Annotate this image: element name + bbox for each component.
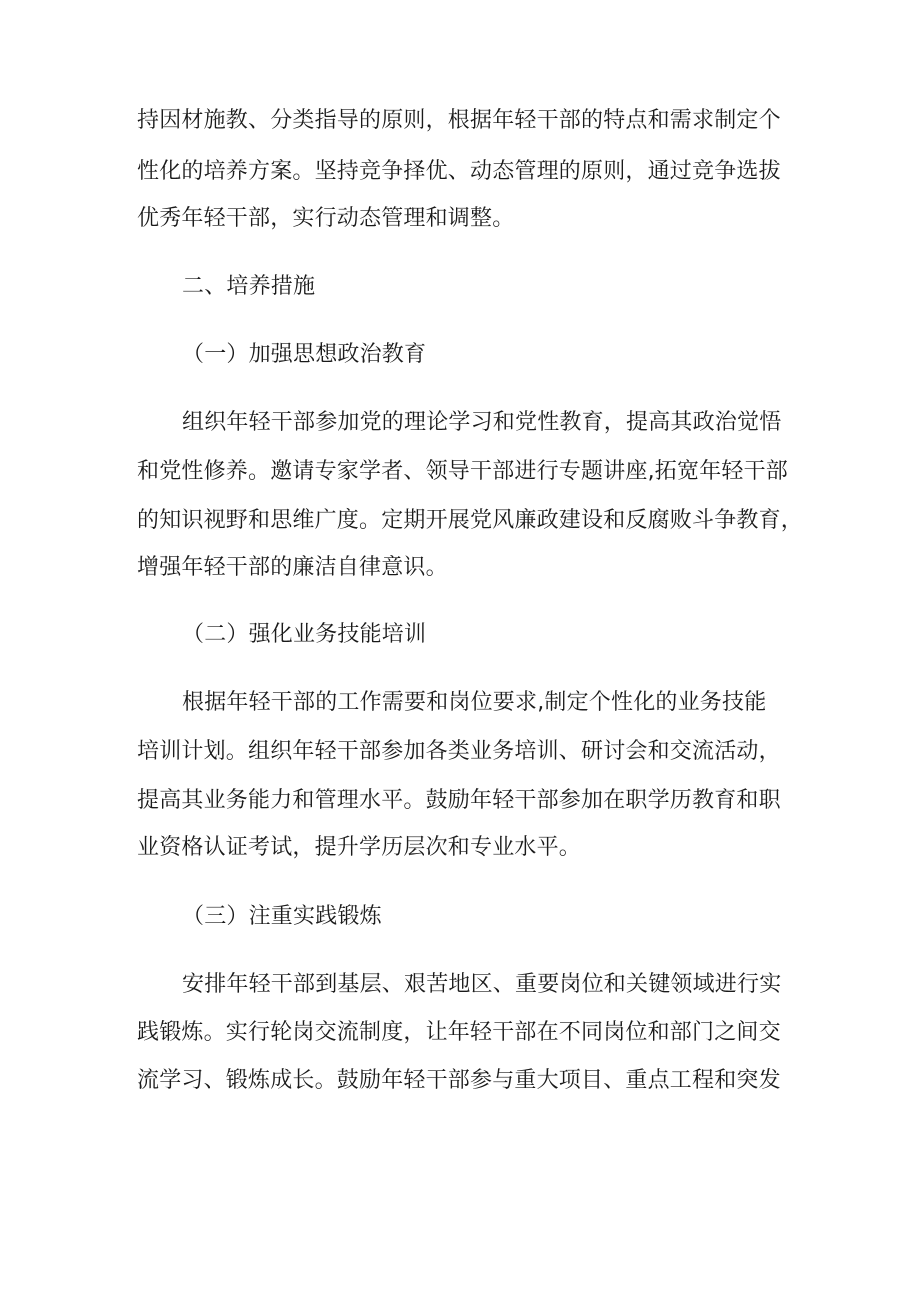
paragraph-line: 组织年轻干部参加党的理论学习和党性教育，提高其政治觉悟: [182, 410, 782, 435]
paragraph-line: 的知识视野和思维广度。定期开展党风廉政建设和反腐败斗争教育，: [137, 508, 804, 533]
paragraph-line: 优秀年轻干部，实行动态管理和调整。: [137, 206, 515, 231]
paragraph-line: 业资格认证考试，提升学历层次和专业水平。: [137, 835, 582, 860]
paragraph-line: 性化的培养方案。坚持竞争择优、动态管理的原则，通过竞争选拔: [137, 159, 781, 184]
paragraph-line: 持因材施教、分类指导的原则，根据年轻干部的特点和需求制定个: [137, 108, 781, 133]
paragraph-line: 安排年轻干部到基层、艰苦地区、重要岗位和关键领域进行实: [182, 972, 782, 997]
paragraph-line: 增强年轻干部的廉洁自律意识。: [137, 555, 448, 580]
paragraph-line: 培训计划。组织年轻干部参加各类业务培训、研讨会和交流活动，: [137, 739, 781, 764]
subsection-heading: （一）加强思想政治教育: [182, 342, 427, 367]
section-heading: 二、培养措施: [182, 274, 316, 299]
paragraph-line: 根据年轻干部的工作需要和岗位要求,制定个性化的业务技能: [182, 690, 767, 715]
paragraph-line: 提高其业务能力和管理水平。鼓励年轻干部参加在职学历教育和职: [137, 788, 781, 813]
subsection-heading: （二）强化业务技能培训: [182, 622, 427, 647]
paragraph-line: 践锻炼。实行轮岗交流制度，让年轻干部在不同岗位和部门之间交: [137, 1020, 781, 1045]
subsection-heading: （三）注重实践锻炼: [182, 904, 382, 929]
paragraph-line: 流学习、锻炼成长。鼓励年轻干部参与重大项目、重点工程和突发: [137, 1068, 781, 1093]
paragraph-line: 和党性修养。邀请专家学者、领导干部进行专题讲座,拓宽年轻干部: [137, 459, 788, 484]
